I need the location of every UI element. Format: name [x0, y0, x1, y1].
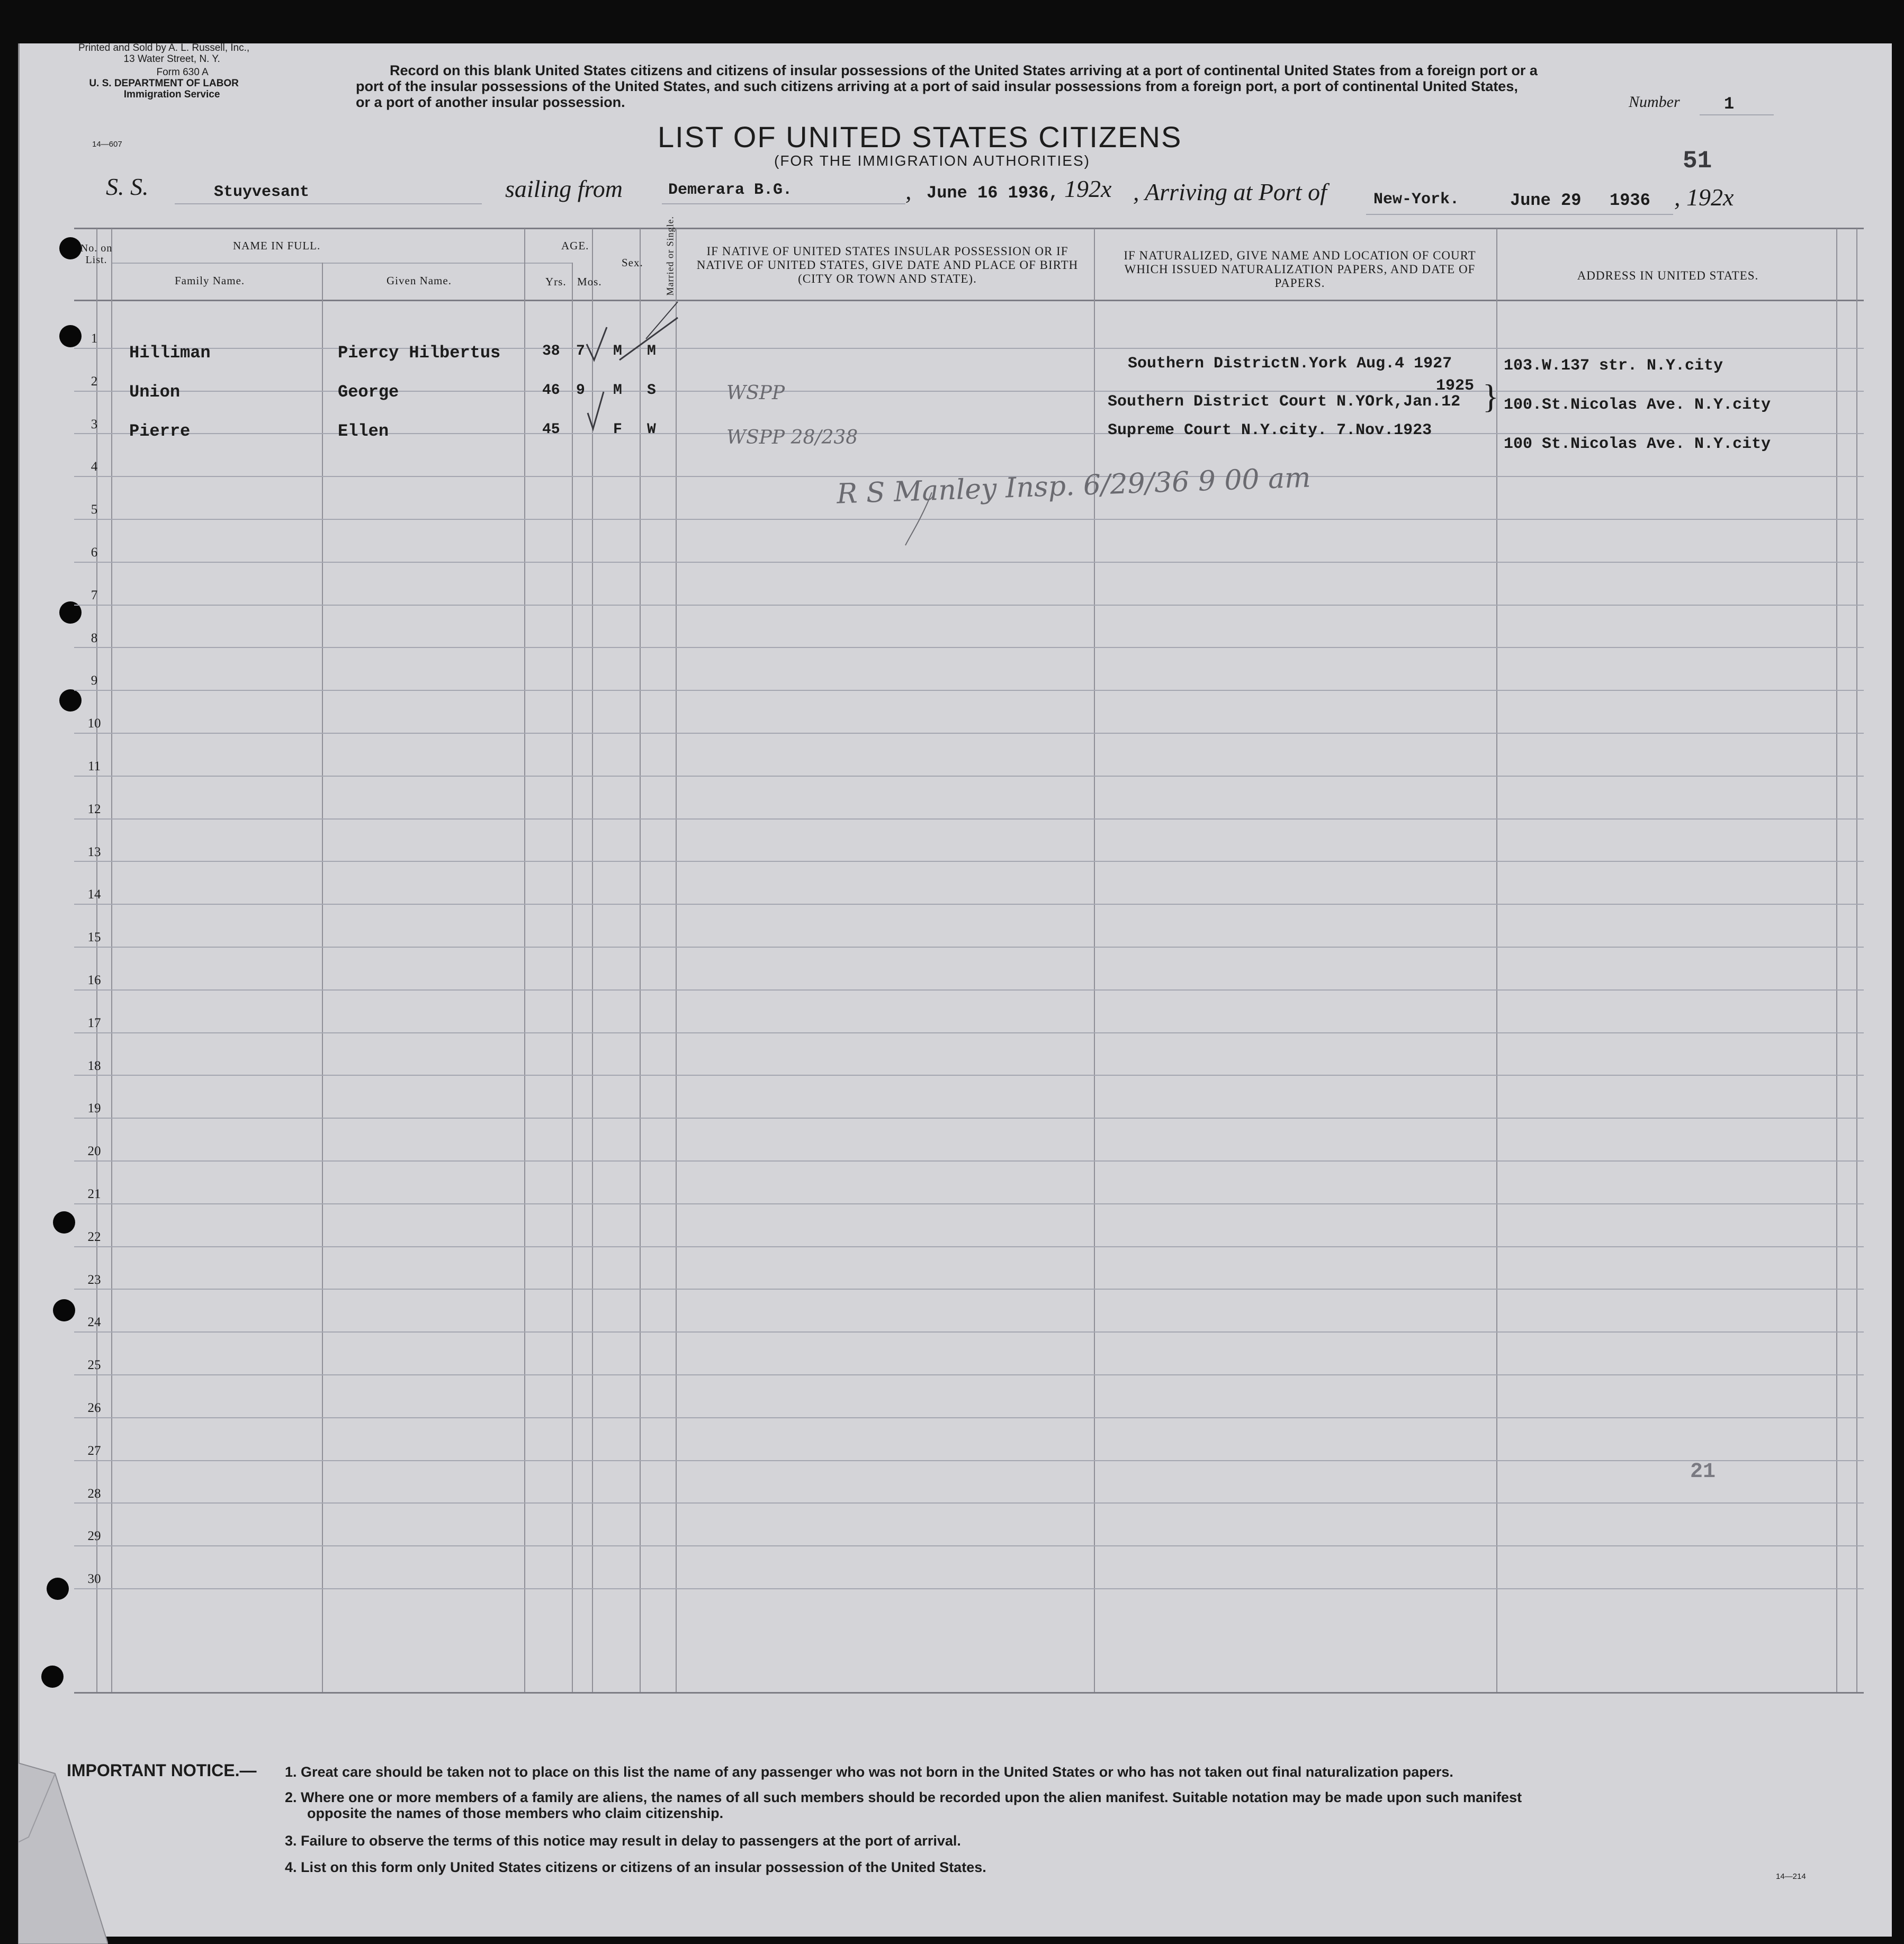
row-rule	[74, 1118, 1864, 1119]
number-value: 1	[1724, 94, 1735, 114]
check-marks	[582, 286, 688, 455]
sex: M	[613, 382, 622, 399]
header-mos: Mos.	[577, 275, 602, 288]
row-rule	[74, 647, 1864, 648]
row-number: 26	[87, 1401, 101, 1415]
birthplace-note: WSPP 28/238	[726, 427, 858, 448]
row-rule	[74, 1417, 1864, 1418]
record-line: Record on this blank United States citizens and citizens of insular possessions of the United States arriving at a port of continental United States from a foreign port or a	[390, 62, 1538, 78]
arrival-year-preprint: , 192x	[1674, 184, 1734, 211]
row-rule	[74, 605, 1864, 606]
row-number: 18	[87, 1058, 101, 1073]
sex: M	[613, 343, 622, 359]
row-number: 20	[87, 1144, 101, 1159]
row-number: 10	[87, 716, 101, 731]
ship-name: Stuyvesant	[214, 183, 310, 201]
notice-item-3: 3. Failure to observe the terms of this notice may result in delay to passengers at the port of arrival.	[285, 1833, 961, 1849]
arrival-port: New-York.	[1373, 191, 1460, 209]
punch-hole	[47, 1578, 69, 1600]
notice-item-2: 2. Where one or more members of a family are aliens, the names of all such members should be recorded upon the alien manifest. Suitable notation may be made upon such manifest	[285, 1789, 1522, 1805]
row-number: 24	[87, 1315, 101, 1330]
comma: ,	[905, 177, 912, 204]
marital-status: W	[647, 421, 656, 438]
birthplace-note: WSPP	[726, 382, 785, 404]
age-years: 38	[542, 343, 560, 359]
row-number: 1	[91, 331, 98, 346]
naturalization-year: 1925	[1436, 377, 1475, 395]
row-rule	[74, 1289, 1864, 1290]
row-rule	[74, 733, 1864, 734]
row-number: 13	[87, 844, 101, 859]
inspector-signature: R S Manley Insp. 6/29/36 9 00 am	[836, 462, 1312, 510]
age-months: 9	[576, 382, 585, 399]
arrival-year: 1936	[1610, 191, 1650, 210]
row-rule	[74, 1374, 1864, 1375]
row-number: 21	[87, 1187, 101, 1201]
arrival-date: June 29	[1510, 191, 1582, 210]
signature-flourish	[900, 487, 974, 551]
header-native-text: IF NATIVE OF UNITED STATES INSULAR POSSESSION OR IF NATIVE OF UNITED STATES, GIVE DATE AND PLACE OF BIRTH (CITY OR TOWN AND STATE).	[696, 245, 1079, 285]
row-rule	[74, 1075, 1864, 1076]
row-rule	[74, 1331, 1864, 1333]
row-number: 23	[87, 1272, 101, 1287]
row-number: 5	[91, 502, 98, 517]
row-rule	[74, 861, 1864, 862]
row-number: 11	[87, 759, 101, 773]
header-age: AGE.	[561, 239, 589, 252]
punch-hole	[59, 689, 82, 712]
header-no-on-list	[79, 242, 113, 266]
row-rule	[74, 1588, 1864, 1589]
given-name: Ellen	[338, 421, 389, 441]
row-number: 4	[91, 460, 98, 474]
row-number: 2	[91, 374, 98, 389]
row-number: 14	[87, 887, 101, 902]
row-rule	[74, 1032, 1864, 1033]
departure-date: June 16 1936,	[927, 183, 1059, 203]
header-native-birthplace	[686, 245, 1089, 286]
departure-port: Demerara B.G.	[668, 181, 793, 199]
naturalization-court: Supreme Court N.Y.city. 7.Nov.1923	[1108, 421, 1432, 439]
corner-number: 51	[1683, 147, 1712, 175]
family-name: Union	[129, 382, 181, 402]
stamp-number: 21	[1690, 1460, 1716, 1484]
row-number: 25	[87, 1358, 101, 1373]
naturalization-court: Southern DistrictN.York Aug.4 1927	[1128, 355, 1452, 373]
row-number: 6	[91, 545, 98, 560]
row-rule	[74, 1502, 1864, 1504]
printer-line: 13 Water Street, N. Y.	[123, 53, 220, 65]
record-line: port of the insular possessions of the United States, and such citizens arriving at a port of said insular possessions from a foreign port, a port of continental United States,	[356, 78, 1518, 94]
row-rule	[74, 1203, 1864, 1204]
page-title: LIST OF UNITED STATES CITIZENS	[658, 120, 1182, 154]
row-number: 12	[87, 802, 101, 816]
header-given-name: Given Name.	[387, 274, 452, 287]
age-months: 7	[576, 343, 585, 359]
notice-heading: IMPORTANT NOTICE.—	[67, 1761, 257, 1780]
table-top-rule	[74, 228, 1864, 229]
given-name: Piercy Hilbertus	[338, 343, 501, 363]
punch-hole	[59, 237, 82, 259]
header-naturalization	[1117, 249, 1483, 290]
header-name-in-full: NAME IN FULL.	[233, 239, 321, 252]
naturalization-court: Southern District Court N.YOrk,Jan.12	[1108, 393, 1461, 411]
header-naturalization-text: IF NATURALIZED, GIVE NAME AND LOCATION OF COURT WHICH ISSUED NATURALIZATION PAPERS, AND DATE OF PAPERS.	[1124, 249, 1476, 290]
us-address: 103.W.137 str. N.Y.city	[1504, 357, 1723, 375]
row-rule	[74, 1460, 1864, 1461]
header-sex: Sex.	[622, 256, 643, 269]
row-number: 19	[87, 1101, 101, 1116]
given-name: George	[338, 382, 399, 402]
marital-status: M	[647, 343, 656, 359]
row-rule	[74, 776, 1864, 777]
row-number: 22	[87, 1229, 101, 1244]
sailing-label: sailing from	[505, 175, 623, 202]
arriving-label: , Arriving at Port of	[1133, 178, 1327, 205]
row-number: 30	[87, 1572, 101, 1587]
us-address: 100.St.Nicolas Ave. N.Y.city	[1504, 396, 1771, 414]
header-yrs: Yrs.	[545, 275, 567, 288]
row-number: 3	[91, 417, 98, 431]
punch-hole	[53, 1299, 75, 1321]
row-rule	[74, 1246, 1864, 1247]
row-rule	[74, 690, 1864, 691]
family-name: Hilliman	[129, 343, 211, 363]
notice-item-1: 1. Great care should be taken not to place on this list the name of any passenger who was not born in the United States or who has not taken out final naturalization papers.	[285, 1764, 1453, 1780]
row-rule	[74, 904, 1864, 905]
family-name: Pierre	[129, 421, 191, 441]
header-family-name: Family Name.	[175, 274, 245, 287]
record-line: or a port of another insular possession.	[356, 94, 625, 110]
sex: F	[613, 421, 622, 438]
ss-label: S. S.	[106, 173, 149, 200]
printer-code: 14—607	[92, 140, 122, 149]
age-years: 46	[542, 382, 560, 399]
marital-status: S	[647, 382, 656, 399]
notice-item-4: 4. List on this form only United States citizens or citizens of an insular possession of the United States.	[285, 1859, 986, 1875]
row-rule	[74, 947, 1864, 948]
header-married-single: Married or Single.	[664, 216, 676, 296]
punch-hole	[41, 1666, 64, 1688]
service: Immigration Service	[123, 89, 220, 100]
row-number: 27	[87, 1443, 101, 1458]
number-label: Number	[1629, 93, 1680, 111]
record-instructions	[356, 62, 1538, 110]
row-number: 16	[87, 973, 101, 987]
row-number: 8	[91, 631, 98, 645]
row-rule	[74, 989, 1864, 991]
row-rule	[74, 562, 1864, 563]
row-number: 28	[87, 1486, 101, 1501]
row-rule	[74, 1545, 1864, 1546]
folded-corner	[18, 1763, 108, 1944]
header-no-text: No. on List.	[80, 242, 113, 266]
form-code: 14—214	[1776, 1872, 1806, 1881]
header-address: ADDRESS IN UNITED STATES.	[1577, 269, 1759, 282]
printer-imprint	[78, 42, 249, 100]
row-number: 17	[87, 1015, 101, 1030]
bracket-mark: }	[1483, 377, 1499, 415]
punch-hole	[53, 1211, 75, 1234]
us-address: 100 St.Nicolas Ave. N.Y.city	[1504, 435, 1771, 453]
department: U. S. DEPARTMENT OF LABOR	[89, 78, 239, 89]
row-number: 29	[87, 1529, 101, 1544]
row-rule	[74, 1160, 1864, 1162]
notice-item-2-cont: opposite the names of those members who claim citizenship.	[307, 1805, 724, 1821]
age-years: 45	[542, 421, 560, 438]
row-number: 9	[91, 673, 98, 688]
form-number: Form 630 A	[156, 67, 209, 78]
row-number: 15	[87, 930, 101, 945]
row-rule	[74, 818, 1864, 820]
row-number: 7	[91, 588, 98, 602]
departure-year-preprint: 192x	[1064, 175, 1112, 202]
printer-line: Printed and Sold by A. L. Russell, Inc.,	[78, 42, 250, 53]
page-subtitle: (FOR THE IMMIGRATION AUTHORITIES)	[774, 152, 1090, 169]
